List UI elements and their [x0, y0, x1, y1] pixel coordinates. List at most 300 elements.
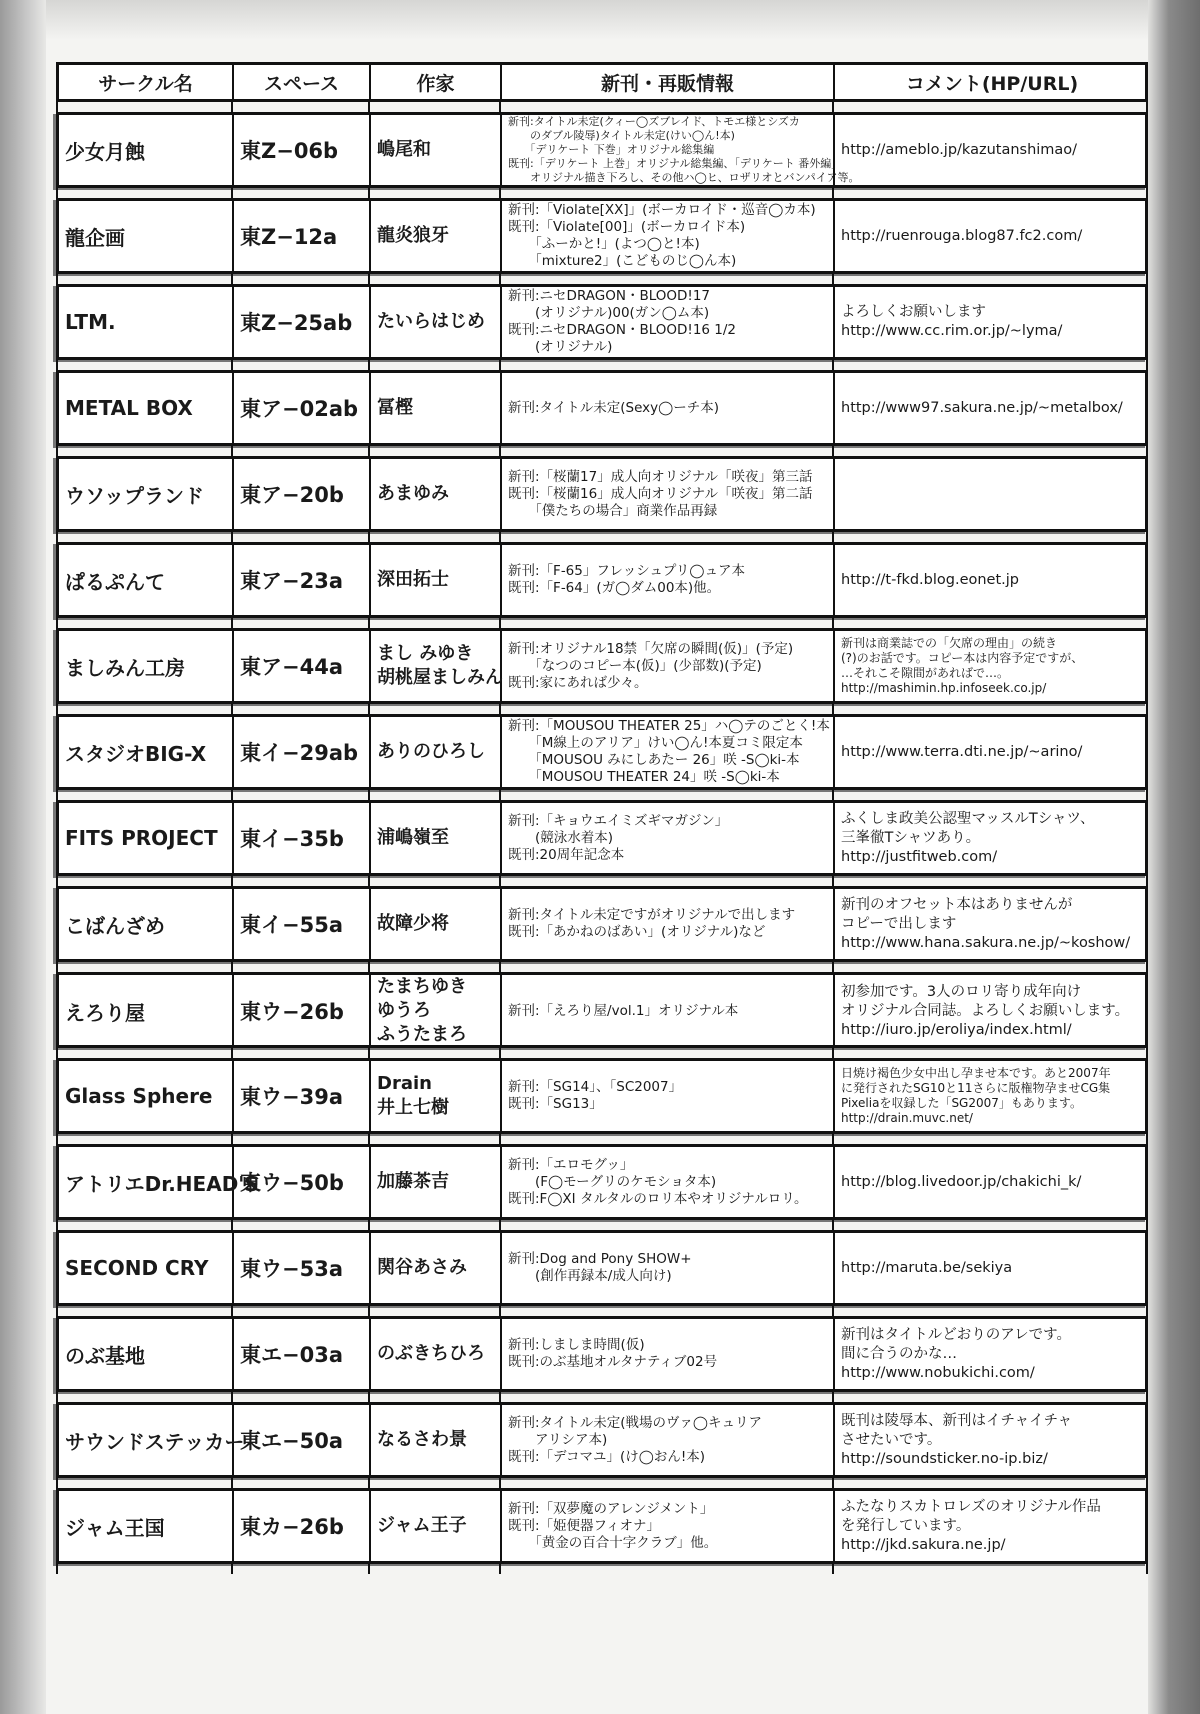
comment-cell-line: http://www.cc.rim.or.jp/~lyma/: [841, 323, 1063, 339]
table-row: [56, 1402, 1148, 1478]
new-release-cell: [502, 1405, 835, 1475]
author-cell: [371, 1061, 502, 1131]
new-release-cell: [502, 803, 835, 873]
author-cell-line: たまちゆき: [377, 976, 467, 997]
spacer-cell: [501, 1134, 834, 1144]
spacer-cell: [501, 1306, 834, 1316]
table-body: [56, 102, 1148, 1574]
new-release-cell-line: 新刊:ニセDRAGON・BLOOD!17: [508, 288, 710, 304]
circle-name: ぱるぷんて: [59, 545, 234, 615]
comment-cell-line: オリジナル合同誌。よろしくお願いします。: [841, 1002, 1130, 1019]
row-spacer: [56, 618, 1148, 628]
spacer-cell: [233, 1134, 370, 1144]
row-spacer: [56, 790, 1148, 800]
comment-cell: [835, 1061, 1149, 1131]
spacer-cell: [501, 1478, 834, 1488]
row-spacer: [56, 704, 1148, 714]
spacer-cell: [501, 1564, 834, 1574]
comment-cell: [835, 889, 1149, 959]
new-release-cell-line: (オリジナル): [508, 339, 613, 355]
new-release-cell-line: アリシア本): [508, 1431, 608, 1448]
table-row: [56, 1316, 1148, 1392]
spacer-cell: [501, 618, 834, 628]
spacer-cell: [370, 1306, 501, 1316]
spacer-cell: [501, 962, 834, 972]
circle-name: 少女月蝕: [59, 115, 234, 185]
comment-cell-line: http://ameblo.jp/kazutanshimao/: [841, 141, 1078, 158]
table-row: [56, 800, 1148, 876]
comment-cell-line: 初参加です。3人のロリ寄り成年向け: [841, 983, 1082, 1000]
comment-cell-line: よろしくお願いします: [841, 304, 986, 320]
comment-cell-line: させたいです。: [841, 1431, 942, 1448]
comment-cell-line: ふたなりスカトロレズのオリジナル作品: [841, 1498, 1101, 1515]
spacer-cell: [834, 618, 1148, 628]
author-cell-line: 嶋尾和: [377, 139, 431, 160]
new-release-cell-line: 新刊:「双夢魔のアレンジメント」: [508, 1500, 714, 1517]
comment-cell-line: http://www.hana.sakura.ne.jp/~koshow/: [841, 934, 1131, 951]
spacer-cell: [233, 618, 370, 628]
new-release-cell: [502, 1147, 835, 1217]
row-spacer: [56, 1134, 1148, 1144]
space-number: 東ウ−39a: [234, 1061, 371, 1131]
author-cell-line: 深田拓士: [377, 569, 449, 590]
new-release-cell-line: (F◯モーグリのケモショタ本): [508, 1173, 717, 1190]
spacer-cell: [233, 446, 370, 456]
spacer-cell: [501, 876, 834, 886]
spacer-cell: [58, 1048, 233, 1058]
author-cell: [371, 803, 502, 873]
space-number: 東ア−23a: [234, 545, 371, 615]
new-release-cell: [502, 631, 835, 701]
spacer-cell: [501, 704, 834, 714]
new-release-cell: [502, 975, 835, 1047]
comment-cell-line: …それこそ隙間があればで…。: [841, 666, 1010, 680]
new-release-cell-line: 「黄金の百合十字クラブ」他。: [508, 1534, 718, 1551]
new-release-cell: [502, 373, 835, 443]
new-release-cell-line: 既刊:「デリケート 上巻」オリジナル総集編、「デリケート 番外編」: [508, 157, 843, 170]
author-cell-line: あまゆみ: [377, 483, 449, 504]
spacer-cell: [58, 1392, 233, 1402]
new-release-cell: [502, 1319, 835, 1389]
author-cell: [371, 631, 502, 701]
new-release-cell: [502, 201, 835, 271]
spacer-cell: [58, 1134, 233, 1144]
header-author: 作家: [371, 65, 502, 99]
new-release-cell-line: 「MOUSOU THEATER 24」咲 -S◯ki-本: [508, 769, 780, 785]
new-release-cell-line: 既刊:20周年記念本: [508, 846, 625, 863]
new-release-cell-line: 既刊:家にあれば少々。: [508, 674, 648, 691]
comment-cell-line: 間に合うのかな…: [841, 1345, 957, 1362]
spacer-cell: [233, 962, 370, 972]
spacer-cell: [370, 618, 501, 628]
row-spacer: [56, 962, 1148, 972]
spacer-cell: [233, 704, 370, 714]
spacer-cell: [834, 360, 1148, 370]
spacer-cell: [501, 1392, 834, 1402]
comment-cell-line: 新刊は商業誌での「欠席の理由」の続き: [841, 636, 1058, 650]
author-cell: [371, 975, 502, 1047]
new-release-cell: [502, 459, 835, 529]
spacer-cell: [370, 790, 501, 800]
new-release-cell-line: 新刊:タイトル未定(Sexy◯ーチ本): [508, 399, 720, 416]
new-release-cell: [502, 287, 835, 357]
circle-list-table: [56, 62, 1148, 1574]
spacer-cell: [501, 102, 834, 112]
author-cell: [371, 1319, 502, 1389]
space-number: 東イ−35b: [234, 803, 371, 873]
comment-cell-line: http://www.nobukichi.com/: [841, 1364, 1035, 1381]
table-row: [56, 542, 1148, 618]
author-cell: [371, 1405, 502, 1475]
comment-cell-line: Pixeliaを収録した「SG2007」もあります。: [841, 1096, 1082, 1110]
comment-cell: [835, 287, 1149, 357]
spacer-cell: [501, 446, 834, 456]
spacer-cell: [370, 1134, 501, 1144]
spacer-cell: [834, 446, 1148, 456]
spacer-cell: [58, 962, 233, 972]
author-cell: [371, 1233, 502, 1303]
new-release-cell-line: 「デリケート 下巻」オリジナル総集編: [508, 143, 715, 156]
comment-cell-line: http://blog.livedoor.jp/chakichi_k/: [841, 1173, 1082, 1190]
spacer-cell: [370, 274, 501, 284]
table-row: [56, 198, 1148, 274]
row-spacer: [56, 1048, 1148, 1058]
scan-edge-top: [0, 0, 1200, 40]
comment-cell-line: http://mashimin.hp.infoseek.co.jp/: [841, 681, 1047, 695]
spacer-cell: [501, 188, 834, 198]
spacer-cell: [501, 790, 834, 800]
spacer-cell: [58, 360, 233, 370]
new-release-cell-line: 新刊:タイトル未定(クィー◯ズブレイド、トモエ様とシズカ: [508, 115, 800, 128]
comment-cell-line: 日焼け褐色少女中出し孕ませ本です。あと2007年: [841, 1066, 1111, 1080]
author-cell-line: たいらはじめ: [377, 311, 485, 332]
circle-name: METAL BOX: [59, 373, 234, 443]
comment-cell-line: 三峯徹Tシャツあり。: [841, 829, 981, 846]
row-spacer: [56, 274, 1148, 284]
author-cell-line: まし みゆき: [377, 643, 474, 664]
circle-name: えろり屋: [59, 975, 234, 1047]
new-release-cell-line: (創作再録本/成人向け): [508, 1268, 672, 1284]
spacer-cell: [370, 1478, 501, 1488]
new-release-cell-line: 既刊:「デコマユ」(け◯おん!本): [508, 1448, 706, 1465]
spacer-cell: [834, 1306, 1148, 1316]
circle-name: Glass Sphere: [59, 1061, 234, 1131]
spacer-cell: [233, 1048, 370, 1058]
spacer-cell: [370, 188, 501, 198]
comment-cell: [835, 1233, 1149, 1303]
spacer-cell: [233, 360, 370, 370]
spacer-cell: [233, 274, 370, 284]
author-cell-line: ゆうろ: [377, 1000, 431, 1021]
spacer-cell: [370, 446, 501, 456]
spacer-cell: [370, 1564, 501, 1574]
spacer-cell: [834, 532, 1148, 542]
table-row: [56, 284, 1148, 360]
author-cell: [371, 545, 502, 615]
space-number: 東イ−29ab: [234, 717, 371, 787]
author-cell-line: 井上七樹: [377, 1097, 449, 1118]
new-release-cell-line: 新刊:オリジナル18禁「欠席の瞬間(仮)」(予定): [508, 640, 794, 657]
row-spacer: [56, 1306, 1148, 1316]
comment-cell-line: (?)のお話です。コピー本は内容予定ですが、: [841, 651, 1084, 665]
new-release-cell-line: 既刊:「F-64」(ガ◯ダム00本)他。: [508, 580, 721, 596]
new-release-cell-line: 新刊:「MOUSOU THEATER 25」ハ◯テのごとく!本: [508, 718, 830, 734]
comment-cell-line: http://ruenrouga.blog87.fc2.com/: [841, 227, 1083, 244]
new-release-cell-line: 新刊:「F-65」フレッシュプリ◯ュア本: [508, 563, 745, 579]
author-cell-line: ジャム王子: [377, 1515, 467, 1536]
spacer-cell: [58, 188, 233, 198]
spacer-cell: [834, 1134, 1148, 1144]
author-cell: [371, 717, 502, 787]
spacer-cell: [501, 1048, 834, 1058]
circle-name: LTM.: [59, 287, 234, 357]
spacer-cell: [834, 704, 1148, 714]
spacer-cell: [834, 102, 1148, 112]
comment-cell-line: 既刊は陵辱本、新刊はイチャイチャ: [841, 1412, 1073, 1429]
author-cell: [371, 459, 502, 529]
new-release-cell: [502, 115, 860, 185]
new-release-cell: [502, 717, 835, 787]
spacer-cell: [370, 962, 501, 972]
comment-cell-line: http://drain.muvc.net/: [841, 1111, 973, 1125]
spacer-cell: [58, 1306, 233, 1316]
author-cell-line: のぶきちひろ: [377, 1343, 485, 1364]
new-release-cell-line: 既刊:「SG13」: [508, 1096, 603, 1112]
spacer-cell: [501, 532, 834, 542]
comment-cell: [835, 373, 1149, 443]
header-circle: サークル名: [59, 65, 234, 99]
spacer-cell: [233, 1564, 370, 1574]
spacer-cell: [58, 532, 233, 542]
space-number: 東Z−25ab: [234, 287, 371, 357]
new-release-cell-line: (競泳水着本): [508, 829, 614, 846]
author-cell-line: 加藤茶吉: [377, 1171, 449, 1192]
comment-cell-line: ふくしま政美公認聖マッスルTシャツ、: [841, 810, 1095, 827]
spacer-cell: [233, 790, 370, 800]
author-cell-line: なるさわ景: [377, 1429, 467, 1450]
space-number: 東ア−02ab: [234, 373, 371, 443]
new-release-cell-line: 既刊:「姫便器フィオナ」: [508, 1517, 660, 1534]
spacer-cell: [370, 704, 501, 714]
comment-cell-line: http://maruta.be/sekiya: [841, 1259, 1013, 1276]
header-new-release: 新刊・再販情報: [502, 65, 835, 99]
spacer-cell: [58, 618, 233, 628]
new-release-cell-line: のダブル陵辱)タイトル未定(けい◯ん!本): [508, 129, 735, 142]
row-spacer: [56, 1220, 1148, 1230]
comment-cell: [835, 1319, 1149, 1389]
new-release-cell: [502, 889, 835, 959]
new-release-cell-line: 新刊:「えろり屋/vol.1」オリジナル本: [508, 1002, 739, 1019]
comment-cell-line: http://iuro.jp/eroliya/index.html/: [841, 1021, 1072, 1038]
table-row: [56, 886, 1148, 962]
row-spacer: [56, 188, 1148, 198]
author-cell-line: ふうたまろ: [377, 1024, 467, 1045]
spacer-cell: [834, 188, 1148, 198]
spacer-cell: [233, 1220, 370, 1230]
new-release-cell-line: 新刊:「SG14」、「SC2007」: [508, 1079, 683, 1095]
table-row: [56, 1488, 1148, 1564]
space-number: 東Z−12a: [234, 201, 371, 271]
author-cell-line: 冨樫: [377, 397, 413, 418]
comment-cell: [835, 975, 1149, 1047]
spacer-cell: [834, 274, 1148, 284]
author-cell-line: Drain: [377, 1073, 432, 1094]
spacer-cell: [58, 1564, 233, 1574]
spacer-cell: [501, 274, 834, 284]
spacer-cell: [233, 1306, 370, 1316]
new-release-cell-line: 「mixture2」(こどものじ◯ん本): [508, 253, 737, 269]
author-cell-line: 関谷あさみ: [377, 1257, 467, 1278]
new-release-cell-line: 既刊:「桜蘭16」成人向オリジナル「咲夜」第二話: [508, 485, 813, 502]
space-number: 東ア−20b: [234, 459, 371, 529]
row-spacer: [56, 446, 1148, 456]
circle-name: SECOND CRY: [59, 1233, 234, 1303]
comment-cell: [835, 201, 1149, 271]
new-release-cell: [502, 1233, 835, 1303]
spacer-cell: [370, 1392, 501, 1402]
space-number: 東Z−06b: [234, 115, 371, 185]
comment-cell: [835, 1491, 1149, 1561]
spacer-cell: [370, 1220, 501, 1230]
new-release-cell-line: 新刊:「Violate[XX]」(ボーカロイド・巡音◯カ本): [508, 202, 816, 218]
spacer-cell: [233, 532, 370, 542]
row-spacer: [56, 360, 1148, 370]
spacer-cell: [233, 1478, 370, 1488]
comment-cell-line: http://soundsticker.no-ip.biz/: [841, 1450, 1048, 1467]
new-release-cell: [502, 545, 835, 615]
row-spacer: [56, 1478, 1148, 1488]
comment-cell-line: 新刊のオフセット本はありませんが: [841, 896, 1073, 913]
row-spacer: [56, 876, 1148, 886]
spacer-cell: [58, 446, 233, 456]
author-cell-line: 胡桃屋ましみん: [377, 667, 503, 688]
circle-name: ウソップランド: [59, 459, 234, 529]
author-cell: [371, 115, 502, 185]
comment-cell-line: http://justfitweb.com/: [841, 848, 998, 865]
scan-edge-right: [1148, 0, 1200, 1714]
new-release-cell-line: 新刊:「エロモグッ」: [508, 1156, 634, 1173]
comment-cell: [835, 115, 1149, 185]
comment-cell-line: を発行しています。: [841, 1517, 971, 1534]
header-comment: コメント(HP/URL): [905, 72, 1079, 95]
new-release-cell-line: 新刊:「キョウエイミズギマガジン」: [508, 812, 729, 829]
new-release-cell-line: 既刊:ニセDRAGON・BLOOD!16 1/2: [508, 322, 737, 338]
new-release-cell: [502, 1061, 835, 1131]
spacer-cell: [834, 876, 1148, 886]
space-number: 東イ−55a: [234, 889, 371, 959]
table-row: [56, 370, 1148, 446]
spacer-cell: [370, 532, 501, 542]
comment-cell: [835, 459, 1149, 529]
new-release-cell-line: 「僕たちの場合」商業作品再録: [508, 502, 718, 519]
space-number: 東ア−44a: [234, 631, 371, 701]
spacer-cell: [58, 102, 233, 112]
row-spacer: [56, 1564, 1148, 1574]
circle-name: FITS PROJECT: [59, 803, 234, 873]
table-row: [56, 972, 1148, 1048]
circle-name: ましみん工房: [59, 631, 234, 701]
comment-cell: [835, 545, 1149, 615]
new-release-cell-line: 「ふーかと!」(よつ◯と!本): [508, 236, 700, 252]
table-row: [56, 628, 1148, 704]
circle-name: アトリエDr.HEAD'S: [59, 1147, 234, 1217]
author-cell: [371, 287, 502, 357]
spacer-cell: [58, 1478, 233, 1488]
spacer-cell: [58, 274, 233, 284]
space-number: 東ウ−26b: [234, 975, 371, 1047]
new-release-cell-line: 「MOUSOU みにしあたー 26」咲 -S◯ki-本: [508, 752, 800, 768]
spacer-cell: [58, 704, 233, 714]
author-cell-line: 龍炎狼牙: [377, 225, 449, 246]
table-row: [56, 456, 1148, 532]
comment-cell: [835, 1147, 1149, 1217]
row-spacer: [56, 532, 1148, 542]
new-release-cell-line: 既刊:「あかねのばあい」(オリジナル)など: [508, 924, 766, 940]
spacer-cell: [58, 790, 233, 800]
spacer-cell: [370, 1048, 501, 1058]
new-release-cell-line: オリジナル描き下ろし、その他ハ◯ヒ、ロザリオとバンパイア等。: [508, 171, 860, 184]
spacer-cell: [370, 876, 501, 886]
scan-edge-left: [0, 0, 46, 1714]
spacer-cell: [834, 1564, 1148, 1574]
comment-cell-line: http://jkd.sakura.ne.jp/: [841, 1536, 1006, 1553]
circle-name: スタジオBIG-X: [59, 717, 234, 787]
new-release-cell-line: 新刊:Dog and Pony SHOW+: [508, 1251, 692, 1267]
author-cell: [371, 1491, 502, 1561]
spacer-cell: [233, 188, 370, 198]
table-row: [56, 112, 1148, 188]
new-release-cell-line: (オリジナル)00(ガン◯ム本): [508, 305, 710, 321]
spacer-cell: [58, 1220, 233, 1230]
row-spacer: [56, 1392, 1148, 1402]
spacer-cell: [370, 102, 501, 112]
author-cell: [371, 201, 502, 271]
spacer-cell: [834, 1392, 1148, 1402]
spacer-cell: [834, 1478, 1148, 1488]
spacer-cell: [834, 962, 1148, 972]
spacer-cell: [834, 790, 1148, 800]
new-release-cell-line: 「M線上のアリア」けい◯ん!本夏コミ限定本: [508, 735, 803, 751]
new-release-cell-line: 新刊:タイトル未定ですがオリジナルで出します: [508, 907, 796, 923]
spacer-cell: [233, 102, 370, 112]
new-release-cell-line: 新刊:タイトル未定(戦場のヴァ◯キュリア: [508, 1414, 763, 1431]
spacer-cell: [233, 876, 370, 886]
row-spacer: [56, 102, 1148, 112]
spacer-cell: [233, 1392, 370, 1402]
circle-name: ジャム王国: [59, 1491, 234, 1561]
space-number: 東ウ−50b: [234, 1147, 371, 1217]
circle-name: サウンドステッカー: [59, 1405, 234, 1475]
circle-name: のぶ基地: [59, 1319, 234, 1389]
comment-cell-line: http://www.terra.dti.ne.jp/~arino/: [841, 743, 1083, 760]
spacer-cell: [501, 360, 834, 370]
spacer-cell: [834, 1048, 1148, 1058]
table-row: [56, 714, 1148, 790]
new-release-cell-line: 「なつのコピー本(仮)」(少部数)(予定): [508, 657, 762, 674]
comment-cell: [835, 631, 1149, 701]
new-release-cell-line: 既刊:F◯XI タルタルのロリ本やオリジナルロリ。: [508, 1190, 808, 1207]
comment-cell-line: に発行されたSG10と11さらに版権物孕ませCG集: [841, 1081, 1111, 1095]
circle-name: こばんざめ: [59, 889, 234, 959]
author-cell-line: ありのひろし: [377, 741, 485, 762]
table-row: [56, 1144, 1148, 1220]
spacer-cell: [58, 876, 233, 886]
author-cell: [371, 373, 502, 443]
comment-cell: [835, 803, 1149, 873]
space-number: 東エ−50a: [234, 1405, 371, 1475]
header-space: スペース: [234, 65, 371, 99]
table-row: [56, 1230, 1148, 1306]
